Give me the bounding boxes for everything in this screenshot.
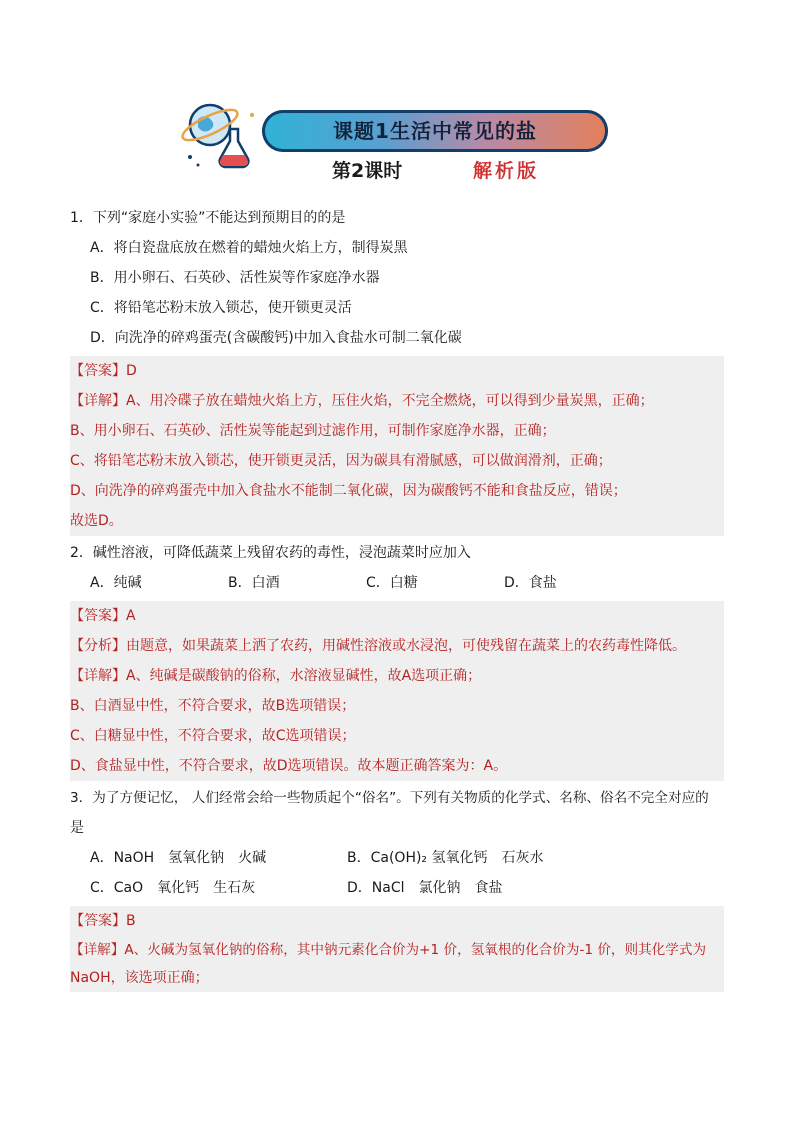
question-3-detail-line: 【详解】A、火碱为氢氧化钠的俗称，其中钠元素化合价为+1 价，氢氧根的化合价为-1 价，则其化学式为 bbox=[70, 942, 707, 958]
question-1-option-c: C．将铅笔芯粉末放入锁芯，使开锁更灵活 bbox=[90, 300, 352, 316]
question-2-stem: 2．碱性溶液，可降低蔬菜上残留农药的毒性，浸泡蔬菜时应加入 bbox=[70, 545, 471, 561]
question-3-answer: 【答案】B bbox=[70, 913, 136, 929]
question-1-option-b: B．用小卵石、石英砂、活性炭等作家庭净水器 bbox=[90, 270, 380, 286]
question-2-option-b: B．白酒 bbox=[228, 575, 280, 591]
document-body bbox=[70, 203, 724, 994]
question-3-detail-line: NaOH，该选项正确； bbox=[70, 970, 209, 986]
question-2-detail-line: B、白酒显中性，不符合要求，故B选项错误； bbox=[70, 698, 356, 714]
question-1-option-d: D．向洗净的碎鸡蛋壳(含碳酸钙)中加入食盐水可制二氧化碳 bbox=[90, 330, 462, 346]
question-1-option-a: A．将白瓷盘底放在燃着的蜡烛火焰上方，制得炭黑 bbox=[90, 240, 408, 256]
question-1-answer: 【答案】D bbox=[70, 363, 137, 379]
edition-label: 解析版 bbox=[473, 160, 540, 182]
question-2-detail-line: C、白糖显中性，不符合要求，故C选项错误； bbox=[70, 728, 356, 744]
question-3-option-a: A．NaOH 氢氧化钠 火碱 bbox=[90, 850, 267, 866]
question-2-analysis: 【分析】由题意，如果蔬菜上洒了农药，用碱性溶液或水浸泡，可使残留在蔬菜上的农药毒性降低。 bbox=[70, 638, 686, 654]
question-2-option-c: C．白糖 bbox=[366, 575, 418, 591]
question-3-option-b: B．Ca(OH)₂ 氢氧化钙 石灰水 bbox=[347, 850, 544, 866]
question-3-option-c: C．CaO 氧化钙 生石灰 bbox=[90, 880, 256, 896]
question-1-solution bbox=[70, 356, 724, 536]
question-1-detail-line: C、将铅笔芯粉末放入锁芯，使开锁更灵活，因为碳具有滑腻感，可以做润滑剂，正确； bbox=[70, 453, 612, 469]
header bbox=[0, 0, 794, 200]
question-1-detail-line: 【详解】A、用冷碟子放在蜡烛火焰上方，压住火焰，不完全燃烧，可以得到少量炭黑，正确； bbox=[70, 393, 654, 409]
question-2-detail-line: D、食盐显中性，不符合要求，故D选项错误。故本题正确答案为：A。 bbox=[70, 758, 508, 774]
question-2-options bbox=[70, 568, 724, 598]
question-1-detail-line: B、用小卵石、石英砂、活性炭等能起到过滤作用，可制作家庭净水器，正确； bbox=[70, 423, 556, 439]
question-2-option-d: D．食盐 bbox=[504, 575, 557, 591]
question-1-detail-line: D、向洗净的碎鸡蛋壳中加入食盐水不能制二氧化碳，因为碳酸钙不能和食盐反应，错误； bbox=[70, 483, 627, 499]
question-2-detail-line: 【详解】A、纯碱是碳酸钠的俗称，水溶液显碱性，故A选项正确； bbox=[70, 668, 482, 684]
question-2-option-a: A．纯碱 bbox=[90, 575, 142, 591]
question-3-options-row-1 bbox=[70, 843, 724, 873]
lesson-subtitle: 第2课时 bbox=[332, 160, 403, 182]
question-3-options-row-2 bbox=[70, 873, 724, 903]
planet-flask-icon bbox=[180, 95, 260, 175]
question-2-solution bbox=[70, 601, 724, 781]
question-3-option-d: D．NaCl 氯化钠 食盐 bbox=[347, 880, 503, 896]
question-1-detail-line: 故选D。 bbox=[70, 513, 123, 529]
question-3-stem: 3．为了方便记忆， 人们经常会给一些物质起个“俗名”。下列有关物质的化学式、名称、俗名不完全对应的 bbox=[70, 790, 709, 806]
question-3-solution bbox=[70, 906, 724, 992]
page-title: 课题1生活中常见的盐 bbox=[333, 119, 537, 143]
question-3-stem-cont: 是 bbox=[70, 820, 84, 836]
question-2-answer: 【答案】A bbox=[70, 608, 136, 624]
question-1-stem: 1．下列“家庭小实验”不能达到预期目的的是 bbox=[70, 210, 346, 226]
